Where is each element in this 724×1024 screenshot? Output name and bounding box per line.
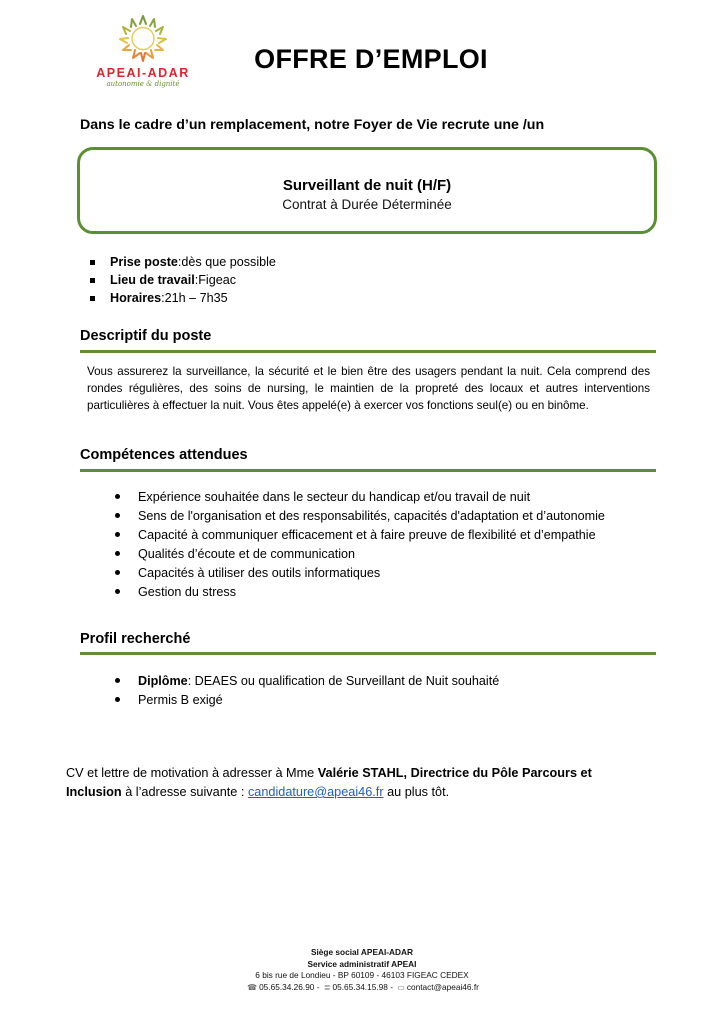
skill-text: Capacité à communiquer efficacement et à faire preuve de flexibilité et d’empathie <box>138 527 596 542</box>
key-fact-separator: : <box>161 291 165 305</box>
closing-text: CV et lettre de motivation à adresser à Mme <box>66 766 318 780</box>
key-fact-separator: : <box>194 273 199 287</box>
job-title: Surveillant de nuit (H/F) <box>282 177 452 194</box>
list-item <box>115 506 605 525</box>
bullet-icon <box>115 589 120 594</box>
job-title-box <box>77 147 657 234</box>
footer-headquarters: Siège social APEAI-ADAR <box>310 947 414 957</box>
key-facts-list <box>90 253 276 307</box>
list-item <box>115 487 605 506</box>
job-contract-type: Contrat à Durée Déterminée <box>282 197 452 212</box>
footer-address: 6 bis rue de Londieu - BP 60109 - 46103 FIGEAC CEDEX <box>255 970 469 980</box>
profile-label: Diplôme <box>138 673 188 688</box>
logo-tagline: autonomie & dignité <box>106 80 180 88</box>
section-divider <box>80 652 656 655</box>
list-item <box>115 671 499 690</box>
list-item <box>115 544 605 563</box>
phone-icon: ☎ <box>247 982 258 992</box>
footer-contacts <box>0 982 724 994</box>
key-fact-location <box>90 271 276 289</box>
intro-text: Dans le cadre d’un remplacement, notre Foyer de Vie recrute une /un <box>80 117 545 133</box>
bullet-icon <box>115 513 120 518</box>
section-divider <box>80 350 656 353</box>
logo-name: APEAI-ADAR <box>96 66 190 80</box>
computer-icon: ▭ <box>397 982 405 992</box>
key-fact-separator: : <box>177 255 182 269</box>
footer-phone: 05.65.34.26.90 <box>259 981 315 992</box>
closing-text: au plus tôt. <box>383 785 450 799</box>
list-item <box>115 563 605 582</box>
footer-separator: - <box>314 981 322 992</box>
list-item <box>115 690 499 709</box>
application-instructions <box>66 764 626 802</box>
footer <box>0 947 724 993</box>
bullet-icon <box>115 697 120 702</box>
footer-separator: - <box>387 981 396 992</box>
section-divider <box>80 469 656 472</box>
key-fact-value: dès que possible <box>181 255 276 269</box>
profile-text: : DEAES ou qualification de Surveillant de Nuit souhaité <box>187 673 500 688</box>
profile-text: Permis B exigé <box>138 692 223 707</box>
key-fact-label: Horaires <box>110 291 162 305</box>
section-heading-descriptif: Descriptif du poste <box>80 328 212 344</box>
skill-text: Expérience souhaitée dans le secteur du handicap et/ou travail de nuit <box>138 489 531 504</box>
bullet-icon <box>115 532 120 537</box>
profile-list <box>115 671 499 709</box>
square-bullet-icon <box>90 278 95 283</box>
square-bullet-icon <box>90 260 95 265</box>
key-fact-label: Prise poste <box>110 255 178 269</box>
footer-fax: 05.65.34.15.98 <box>332 981 388 992</box>
bullet-icon <box>115 494 120 499</box>
skills-list <box>115 487 605 601</box>
closing-text: à l’adresse suivante : <box>121 785 248 799</box>
key-fact-value: Figeac <box>198 273 237 287</box>
square-bullet-icon <box>90 296 95 301</box>
bullet-icon <box>115 678 120 683</box>
fax-icon: ≣ <box>323 982 331 992</box>
section-heading-profil: Profil recherché <box>80 631 191 647</box>
contact-person: Valérie STAHL, Directrice du Pôle Parcours et Inclusion <box>66 766 592 799</box>
key-fact-value: 21h – 7h35 <box>164 291 228 305</box>
key-fact-start <box>90 253 276 271</box>
bullet-icon <box>115 570 120 575</box>
skill-text: Sens de l'organisation et des responsabilités, capacités d'adaptation et d’autonomie <box>138 508 605 523</box>
page-title: OFFRE D’EMPLOI <box>254 44 488 74</box>
bullet-icon <box>115 551 120 556</box>
skill-text: Qualités d’écoute et de communication <box>138 546 356 561</box>
footer-service: Service administratif APEAI <box>307 958 417 969</box>
skill-text: Capacités à utiliser des outils informatiques <box>138 565 381 580</box>
section-heading-competences: Compétences attendues <box>80 447 248 463</box>
footer-email[interactable]: contact@apeai46.fr <box>406 981 479 992</box>
application-email-link[interactable]: candidature@apeai46.fr <box>247 785 384 799</box>
list-item <box>115 525 605 544</box>
key-fact-hours <box>90 289 276 307</box>
skill-text: Gestion du stress <box>138 584 236 599</box>
list-item <box>115 582 605 601</box>
key-fact-label: Lieu de travail <box>110 273 195 287</box>
job-description-text: Vous assurerez la surveillance, la sécurité et le bien être des usagers pendant la nuit. Cela comprend des rondes régulières, des soins de nursing, le maintien de la propreté des locaux et autres interventions particulières à effectuer la nuit. Vous êtes appelé(e) à exercer vos fonctions seul(e) ou en binôme. <box>87 365 650 413</box>
